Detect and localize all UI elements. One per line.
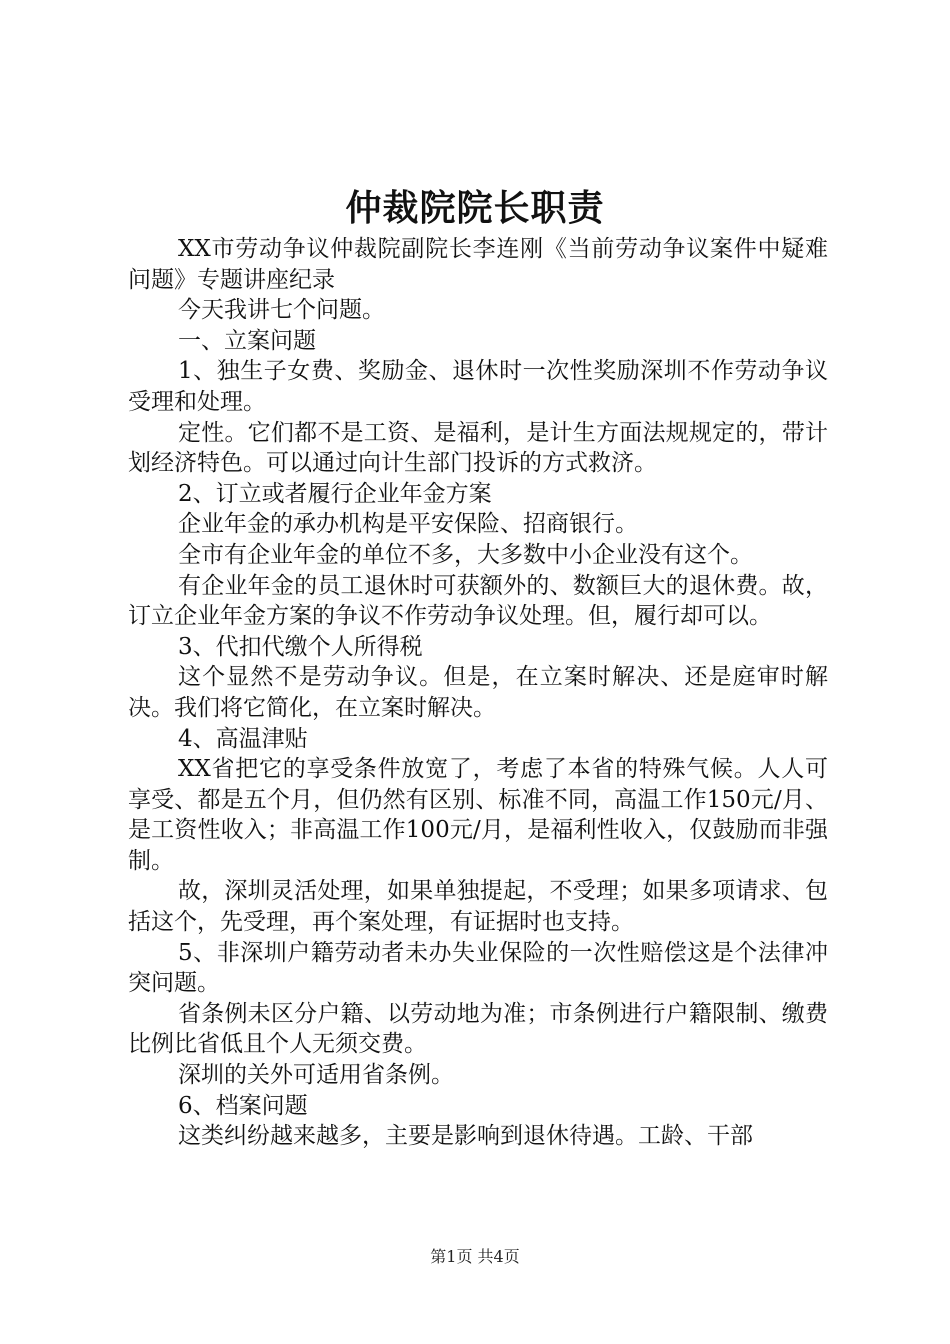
paragraph: 有企业年金的员工退休时可获额外的、数额巨大的退休费。故，订立企业年金方案的争议不作劳动争议处理。但，履行却可以。 xyxy=(128,572,828,630)
paragraph: 今天我讲七个问题。 xyxy=(178,297,385,324)
paragraph: 6、档案问题 xyxy=(178,1092,308,1119)
paragraph: 3、代扣代缴个人所得税 xyxy=(178,633,423,660)
document-body xyxy=(128,234,828,1152)
paragraph: 这类纠纷越来越多，主要是影响到退休待遇。工龄、干部 xyxy=(178,1123,753,1150)
paragraph: 省条例未区分户籍、以劳动地为准；市条例进行户籍限制、缴费比例比省低且个人无须交费。 xyxy=(128,1000,828,1058)
paragraph: 定性。它们都不是工资、是福利，是计生方面法规规定的，带计划经济特色。可以通过向计生部门投诉的方式救济。 xyxy=(128,419,828,477)
paragraph: 5、非深圳户籍劳动者未办失业保险的一次性赔偿这是个法律冲突问题。 xyxy=(128,939,828,997)
paragraph: 1、独生子女费、奖励金、退休时一次性奖励深圳不作劳动争议受理和处理。 xyxy=(128,358,828,415)
section-heading: 一、立案问题 xyxy=(178,327,316,354)
paragraph: 2、订立或者履行企业年金方案 xyxy=(178,480,492,507)
paragraph: 这个显然不是劳动争议。但是，在立案时解决、还是庭审时解决。我们将它简化，在立案时解决。 xyxy=(128,664,828,721)
paragraph: 4、高温津贴 xyxy=(178,725,308,752)
paragraph: 故，深圳灵活处理，如果单独提起，不受理；如果多项请求、包括这个，先受理，再个案处理，有证据时也支持。 xyxy=(128,878,828,936)
paragraph: 企业年金的承办机构是平安保险、招商银行。 xyxy=(178,511,638,538)
paragraph: 全市有企业年金的单位不多，大多数中小企业没有这个。 xyxy=(178,541,753,568)
paragraph: XX市劳动争议仲裁院副院长李连刚《当前劳动争议案件中疑难问题》专题讲座纪录 xyxy=(128,236,828,293)
page-footer: 第1页 共4页 xyxy=(430,1247,520,1266)
paragraph: 深圳的关外可适用省条例。 xyxy=(178,1062,454,1089)
paragraph: XX省把它的享受条件放宽了，考虑了本省的特殊气候。人人可享受、都是五个月，但仍然有区别、标准不同，高温工作150元/月、是工资性收入；非高温工作100元/月，是福利性收入，仅鼓励而非强制。 xyxy=(128,756,828,874)
document-title: 仲裁院院长职责 xyxy=(345,187,605,229)
